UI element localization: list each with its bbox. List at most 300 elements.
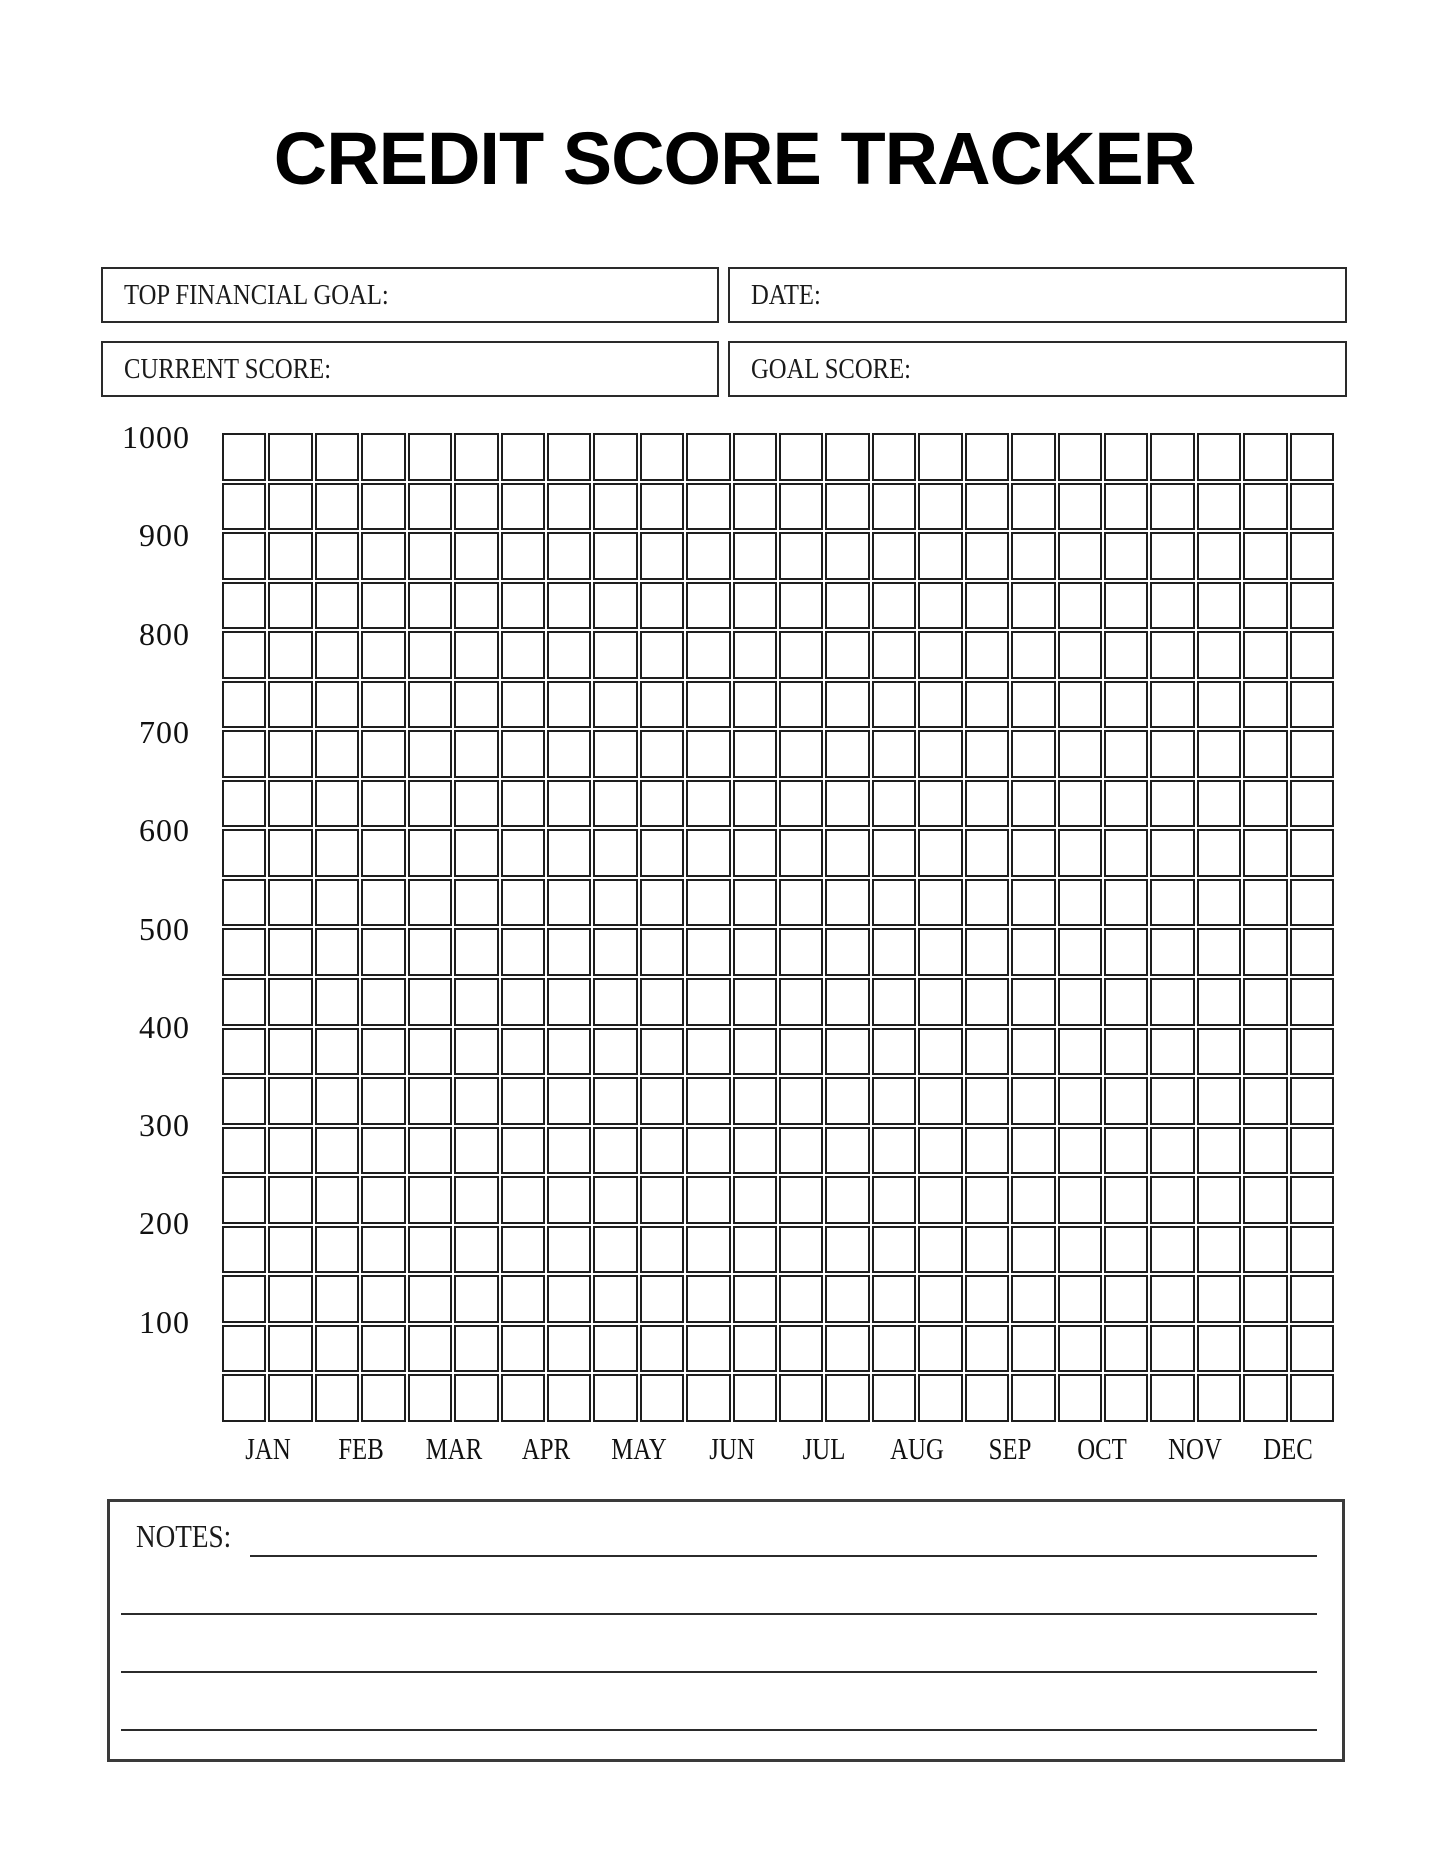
grid-cell[interactable]: [1058, 681, 1102, 729]
grid-cell[interactable]: [1011, 1028, 1055, 1076]
grid-cell[interactable]: [315, 1028, 359, 1076]
grid-cell[interactable]: [1058, 879, 1102, 927]
grid-cell[interactable]: [1150, 681, 1194, 729]
grid-cell[interactable]: [918, 1226, 962, 1274]
grid-cell[interactable]: [733, 532, 777, 580]
grid-cell[interactable]: [825, 1275, 869, 1323]
grid-cell[interactable]: [222, 631, 266, 679]
grid-cell[interactable]: [686, 582, 730, 630]
grid-cell[interactable]: [268, 433, 312, 481]
grid-cell[interactable]: [733, 829, 777, 877]
grid-cell[interactable]: [1243, 1077, 1287, 1125]
grid-cell[interactable]: [1011, 532, 1055, 580]
grid-cell[interactable]: [268, 582, 312, 630]
grid-cell[interactable]: [1197, 1374, 1241, 1422]
grid-cell[interactable]: [686, 730, 730, 778]
grid-cell[interactable]: [315, 582, 359, 630]
grid-cell[interactable]: [872, 879, 916, 927]
grid-cell[interactable]: [1011, 681, 1055, 729]
grid-cell[interactable]: [1058, 1325, 1102, 1373]
grid-cell[interactable]: [1011, 829, 1055, 877]
grid-cell[interactable]: [825, 532, 869, 580]
grid-cell[interactable]: [361, 928, 405, 976]
grid-cell[interactable]: [361, 978, 405, 1026]
grid-cell[interactable]: [965, 1028, 1009, 1076]
grid-cell[interactable]: [361, 1374, 405, 1422]
grid-cell[interactable]: [408, 631, 452, 679]
grid-cell[interactable]: [1290, 879, 1334, 927]
grid-cell[interactable]: [733, 730, 777, 778]
grid-cell[interactable]: [547, 631, 591, 679]
grid-cell[interactable]: [361, 532, 405, 580]
grid-cell[interactable]: [268, 483, 312, 531]
grid-cell[interactable]: [454, 631, 498, 679]
grid-cell[interactable]: [501, 532, 545, 580]
grid-cell[interactable]: [640, 1275, 684, 1323]
grid-cell[interactable]: [1058, 1275, 1102, 1323]
grid-cell[interactable]: [315, 780, 359, 828]
grid-cell[interactable]: [640, 631, 684, 679]
grid-cell[interactable]: [268, 1325, 312, 1373]
grid-cell[interactable]: [918, 1077, 962, 1125]
grid-cell[interactable]: [1104, 928, 1148, 976]
grid-cell[interactable]: [686, 1176, 730, 1224]
grid-cell[interactable]: [1011, 1374, 1055, 1422]
grid-cell[interactable]: [1104, 1226, 1148, 1274]
grid-cell[interactable]: [779, 1275, 823, 1323]
grid-cell[interactable]: [825, 1374, 869, 1422]
grid-cell[interactable]: [222, 1275, 266, 1323]
grid-cell[interactable]: [1243, 483, 1287, 531]
grid-cell[interactable]: [547, 1226, 591, 1274]
field-goal-score[interactable]: [728, 341, 1347, 397]
grid-cell[interactable]: [825, 1226, 869, 1274]
grid-cell[interactable]: [501, 1226, 545, 1274]
grid-cell[interactable]: [1197, 631, 1241, 679]
grid-cell[interactable]: [686, 829, 730, 877]
grid-cell[interactable]: [454, 1275, 498, 1323]
grid-cell[interactable]: [1290, 433, 1334, 481]
grid-cell[interactable]: [222, 433, 266, 481]
grid-cell[interactable]: [1150, 780, 1194, 828]
grid-cell[interactable]: [1290, 1077, 1334, 1125]
grid-cell[interactable]: [733, 631, 777, 679]
grid-cell[interactable]: [872, 978, 916, 1026]
grid-cell[interactable]: [1197, 582, 1241, 630]
grid-cell[interactable]: [733, 978, 777, 1026]
grid-cell[interactable]: [918, 780, 962, 828]
grid-cell[interactable]: [1058, 978, 1102, 1026]
grid-cell[interactable]: [918, 1127, 962, 1175]
grid-cell[interactable]: [501, 829, 545, 877]
grid-cell[interactable]: [1104, 730, 1148, 778]
grid-cell[interactable]: [1104, 433, 1148, 481]
grid-cell[interactable]: [1150, 928, 1194, 976]
grid-cell[interactable]: [965, 1077, 1009, 1125]
grid-cell[interactable]: [1011, 1077, 1055, 1125]
field-value-date[interactable]: [833, 269, 1345, 321]
grid-cell[interactable]: [1104, 879, 1148, 927]
grid-cell[interactable]: [1058, 582, 1102, 630]
grid-cell[interactable]: [268, 681, 312, 729]
grid-cell[interactable]: [965, 433, 1009, 481]
grid-cell[interactable]: [408, 1176, 452, 1224]
grid-cell[interactable]: [640, 1325, 684, 1373]
grid-cell[interactable]: [1197, 681, 1241, 729]
grid-cell[interactable]: [640, 1176, 684, 1224]
grid-cell[interactable]: [454, 582, 498, 630]
grid-cell[interactable]: [1011, 1325, 1055, 1373]
grid-cell[interactable]: [965, 1226, 1009, 1274]
grid-cell[interactable]: [315, 879, 359, 927]
grid-cell[interactable]: [1243, 928, 1287, 976]
grid-cell[interactable]: [1104, 1077, 1148, 1125]
grid-cell[interactable]: [1011, 879, 1055, 927]
grid-cell[interactable]: [361, 433, 405, 481]
grid-cell[interactable]: [361, 681, 405, 729]
grid-cell[interactable]: [965, 879, 1009, 927]
grid-cell[interactable]: [1243, 879, 1287, 927]
grid-cell[interactable]: [686, 978, 730, 1026]
grid-cell[interactable]: [593, 1374, 637, 1422]
grid-cell[interactable]: [593, 1028, 637, 1076]
grid-cell[interactable]: [1150, 1028, 1194, 1076]
grid-cell[interactable]: [1197, 532, 1241, 580]
grid-cell[interactable]: [222, 1226, 266, 1274]
grid-cell[interactable]: [1058, 1226, 1102, 1274]
grid-cell[interactable]: [593, 1077, 637, 1125]
grid-cell[interactable]: [593, 1226, 637, 1274]
grid-cell[interactable]: [361, 631, 405, 679]
grid-cell[interactable]: [872, 483, 916, 531]
grid-cell[interactable]: [547, 879, 591, 927]
grid-cell[interactable]: [965, 1275, 1009, 1323]
grid-cell[interactable]: [547, 978, 591, 1026]
grid-cell[interactable]: [501, 928, 545, 976]
grid-cell[interactable]: [408, 532, 452, 580]
grid-cell[interactable]: [454, 532, 498, 580]
grid-cell[interactable]: [825, 1077, 869, 1125]
grid-cell[interactable]: [454, 433, 498, 481]
grid-cell[interactable]: [1197, 1226, 1241, 1274]
grid-cell[interactable]: [686, 433, 730, 481]
grid-cell[interactable]: [1290, 1127, 1334, 1175]
grid-cell[interactable]: [501, 730, 545, 778]
grid-cell[interactable]: [1290, 1275, 1334, 1323]
grid-cell[interactable]: [361, 582, 405, 630]
grid-cell[interactable]: [408, 1226, 452, 1274]
notes-writing-line[interactable]: [121, 1671, 1317, 1673]
grid-cell[interactable]: [733, 928, 777, 976]
grid-cell[interactable]: [779, 631, 823, 679]
grid-cell[interactable]: [779, 681, 823, 729]
grid-cell[interactable]: [547, 1325, 591, 1373]
field-value-goal-score[interactable]: [939, 343, 1345, 395]
grid-cell[interactable]: [268, 1077, 312, 1125]
grid-cell[interactable]: [454, 1226, 498, 1274]
field-value-current-score[interactable]: [368, 343, 717, 395]
grid-cell[interactable]: [1011, 582, 1055, 630]
grid-cell[interactable]: [315, 829, 359, 877]
grid-cell[interactable]: [825, 1176, 869, 1224]
grid-cell[interactable]: [1011, 978, 1055, 1026]
grid-cell[interactable]: [501, 582, 545, 630]
grid-cell[interactable]: [825, 1028, 869, 1076]
grid-cell[interactable]: [918, 483, 962, 531]
grid-cell[interactable]: [501, 1077, 545, 1125]
field-value-top-financial-goal[interactable]: [435, 269, 717, 321]
grid-cell[interactable]: [1197, 780, 1241, 828]
grid-cell[interactable]: [918, 928, 962, 976]
grid-cell[interactable]: [733, 780, 777, 828]
grid-cell[interactable]: [361, 1028, 405, 1076]
grid-cell[interactable]: [825, 631, 869, 679]
grid-cell[interactable]: [1243, 1374, 1287, 1422]
grid-cell[interactable]: [222, 1028, 266, 1076]
grid-cell[interactable]: [408, 433, 452, 481]
grid-cell[interactable]: [733, 681, 777, 729]
grid-cell[interactable]: [593, 1275, 637, 1323]
grid-cell[interactable]: [640, 582, 684, 630]
grid-cell[interactable]: [1150, 1374, 1194, 1422]
grid-cell[interactable]: [640, 978, 684, 1026]
grid-cell[interactable]: [965, 681, 1009, 729]
grid-cell[interactable]: [361, 730, 405, 778]
grid-cell[interactable]: [501, 433, 545, 481]
grid-cell[interactable]: [825, 1127, 869, 1175]
grid-cell[interactable]: [501, 483, 545, 531]
grid-cell[interactable]: [268, 978, 312, 1026]
grid-cell[interactable]: [965, 1127, 1009, 1175]
grid-cell[interactable]: [918, 532, 962, 580]
grid-cell[interactable]: [1058, 631, 1102, 679]
grid-cell[interactable]: [965, 532, 1009, 580]
grid-cell[interactable]: [918, 1325, 962, 1373]
grid-cell[interactable]: [640, 879, 684, 927]
grid-cell[interactable]: [918, 879, 962, 927]
grid-cell[interactable]: [825, 730, 869, 778]
grid-cell[interactable]: [1243, 1325, 1287, 1373]
grid-cell[interactable]: [1150, 1077, 1194, 1125]
grid-cell[interactable]: [872, 532, 916, 580]
grid-cell[interactable]: [872, 1374, 916, 1422]
grid-cell[interactable]: [501, 879, 545, 927]
grid-cell[interactable]: [918, 829, 962, 877]
grid-cell[interactable]: [872, 1325, 916, 1373]
grid-cell[interactable]: [1150, 1275, 1194, 1323]
grid-cell[interactable]: [268, 829, 312, 877]
grid-cell[interactable]: [686, 1275, 730, 1323]
grid-cell[interactable]: [640, 829, 684, 877]
grid-cell[interactable]: [1243, 1127, 1287, 1175]
grid-cell[interactable]: [547, 1275, 591, 1323]
grid-cell[interactable]: [733, 582, 777, 630]
grid-cell[interactable]: [593, 879, 637, 927]
grid-cell[interactable]: [408, 1077, 452, 1125]
grid-cell[interactable]: [1150, 1176, 1194, 1224]
grid-cell[interactable]: [1197, 829, 1241, 877]
grid-cell[interactable]: [825, 483, 869, 531]
grid-cell[interactable]: [222, 1325, 266, 1373]
grid-cell[interactable]: [686, 1028, 730, 1076]
grid-cell[interactable]: [361, 1176, 405, 1224]
grid-cell[interactable]: [222, 978, 266, 1026]
grid-cell[interactable]: [640, 532, 684, 580]
grid-cell[interactable]: [686, 780, 730, 828]
grid-cell[interactable]: [825, 433, 869, 481]
grid-cell[interactable]: [454, 928, 498, 976]
grid-cell[interactable]: [593, 631, 637, 679]
grid-cell[interactable]: [1058, 829, 1102, 877]
grid-cell[interactable]: [965, 928, 1009, 976]
grid-cell[interactable]: [872, 1028, 916, 1076]
grid-cell[interactable]: [965, 1374, 1009, 1422]
grid-cell[interactable]: [1290, 1325, 1334, 1373]
grid-cell[interactable]: [640, 1028, 684, 1076]
grid-cell[interactable]: [872, 780, 916, 828]
grid-cell[interactable]: [918, 1028, 962, 1076]
grid-cell[interactable]: [872, 631, 916, 679]
grid-cell[interactable]: [965, 483, 1009, 531]
grid-cell[interactable]: [733, 1226, 777, 1274]
grid-cell[interactable]: [686, 631, 730, 679]
grid-cell[interactable]: [315, 978, 359, 1026]
grid-cell[interactable]: [686, 879, 730, 927]
grid-cell[interactable]: [268, 928, 312, 976]
grid-cell[interactable]: [1104, 582, 1148, 630]
grid-cell[interactable]: [268, 1028, 312, 1076]
grid-cell[interactable]: [779, 1325, 823, 1373]
grid-cell[interactable]: [965, 1176, 1009, 1224]
grid-cell[interactable]: [222, 1077, 266, 1125]
grid-cell[interactable]: [872, 1226, 916, 1274]
grid-cell[interactable]: [918, 582, 962, 630]
grid-cell[interactable]: [1011, 780, 1055, 828]
grid-cell[interactable]: [686, 1077, 730, 1125]
grid-cell[interactable]: [408, 1275, 452, 1323]
grid-cell[interactable]: [454, 1028, 498, 1076]
grid-cell[interactable]: [1290, 582, 1334, 630]
grid-cell[interactable]: [1058, 1374, 1102, 1422]
grid-cell[interactable]: [1290, 730, 1334, 778]
grid-cell[interactable]: [501, 1176, 545, 1224]
grid-cell[interactable]: [779, 1127, 823, 1175]
grid-cell[interactable]: [1197, 433, 1241, 481]
grid-cell[interactable]: [315, 1176, 359, 1224]
grid-cell[interactable]: [547, 730, 591, 778]
field-date[interactable]: [728, 267, 1347, 323]
grid-cell[interactable]: [408, 1374, 452, 1422]
grid-cell[interactable]: [547, 780, 591, 828]
grid-cell[interactable]: [1011, 928, 1055, 976]
grid-cell[interactable]: [1011, 1127, 1055, 1175]
grid-cell[interactable]: [361, 879, 405, 927]
grid-cell[interactable]: [825, 582, 869, 630]
grid-cell[interactable]: [640, 780, 684, 828]
grid-cell[interactable]: [1150, 879, 1194, 927]
grid-cell[interactable]: [965, 780, 1009, 828]
grid-cell[interactable]: [1197, 978, 1241, 1026]
grid-cell[interactable]: [1058, 1127, 1102, 1175]
grid-cell[interactable]: [315, 928, 359, 976]
grid-cell[interactable]: [918, 1275, 962, 1323]
grid-cell[interactable]: [1150, 829, 1194, 877]
grid-cell[interactable]: [361, 1226, 405, 1274]
grid-cell[interactable]: [361, 1127, 405, 1175]
grid-cell[interactable]: [825, 681, 869, 729]
grid-cell[interactable]: [222, 1176, 266, 1224]
grid-cell[interactable]: [1058, 1176, 1102, 1224]
grid-cell[interactable]: [315, 1226, 359, 1274]
grid-cell[interactable]: [1197, 483, 1241, 531]
grid-cell[interactable]: [593, 681, 637, 729]
grid-cell[interactable]: [454, 1374, 498, 1422]
grid-cell[interactable]: [222, 582, 266, 630]
grid-cell[interactable]: [1011, 1226, 1055, 1274]
grid-cell[interactable]: [1150, 631, 1194, 679]
grid-cell[interactable]: [825, 928, 869, 976]
grid-cell[interactable]: [1104, 829, 1148, 877]
grid-cell[interactable]: [872, 681, 916, 729]
grid-cell[interactable]: [872, 1275, 916, 1323]
grid-cell[interactable]: [408, 978, 452, 1026]
grid-cell[interactable]: [593, 730, 637, 778]
grid-cell[interactable]: [268, 1226, 312, 1274]
grid-cell[interactable]: [501, 681, 545, 729]
grid-cell[interactable]: [872, 928, 916, 976]
grid-cell[interactable]: [779, 1028, 823, 1076]
grid-cell[interactable]: [1104, 1127, 1148, 1175]
field-top-financial-goal[interactable]: [101, 267, 719, 323]
score-grid[interactable]: [222, 433, 1334, 1422]
notes-writing-line[interactable]: [121, 1729, 1317, 1731]
grid-cell[interactable]: [733, 433, 777, 481]
grid-cell[interactable]: [640, 681, 684, 729]
grid-cell[interactable]: [872, 1176, 916, 1224]
grid-cell[interactable]: [1058, 730, 1102, 778]
grid-cell[interactable]: [1197, 879, 1241, 927]
grid-cell[interactable]: [361, 1275, 405, 1323]
grid-cell[interactable]: [686, 532, 730, 580]
grid-cell[interactable]: [918, 433, 962, 481]
grid-cell[interactable]: [825, 1325, 869, 1373]
grid-cell[interactable]: [779, 829, 823, 877]
grid-cell[interactable]: [640, 1127, 684, 1175]
grid-cell[interactable]: [825, 829, 869, 877]
grid-cell[interactable]: [1243, 978, 1287, 1026]
grid-cell[interactable]: [593, 483, 637, 531]
grid-cell[interactable]: [1150, 582, 1194, 630]
grid-cell[interactable]: [1197, 1077, 1241, 1125]
grid-cell[interactable]: [547, 1127, 591, 1175]
grid-cell[interactable]: [408, 483, 452, 531]
grid-cell[interactable]: [733, 1275, 777, 1323]
grid-cell[interactable]: [1150, 433, 1194, 481]
grid-cell[interactable]: [547, 681, 591, 729]
grid-cell[interactable]: [408, 1127, 452, 1175]
notes-writing-line[interactable]: [250, 1555, 1317, 1557]
grid-cell[interactable]: [686, 681, 730, 729]
grid-cell[interactable]: [454, 1077, 498, 1125]
grid-cell[interactable]: [315, 1077, 359, 1125]
grid-cell[interactable]: [222, 681, 266, 729]
grid-cell[interactable]: [408, 829, 452, 877]
grid-cell[interactable]: [640, 433, 684, 481]
grid-cell[interactable]: [593, 582, 637, 630]
grid-cell[interactable]: [965, 582, 1009, 630]
grid-cell[interactable]: [547, 829, 591, 877]
grid-cell[interactable]: [454, 879, 498, 927]
